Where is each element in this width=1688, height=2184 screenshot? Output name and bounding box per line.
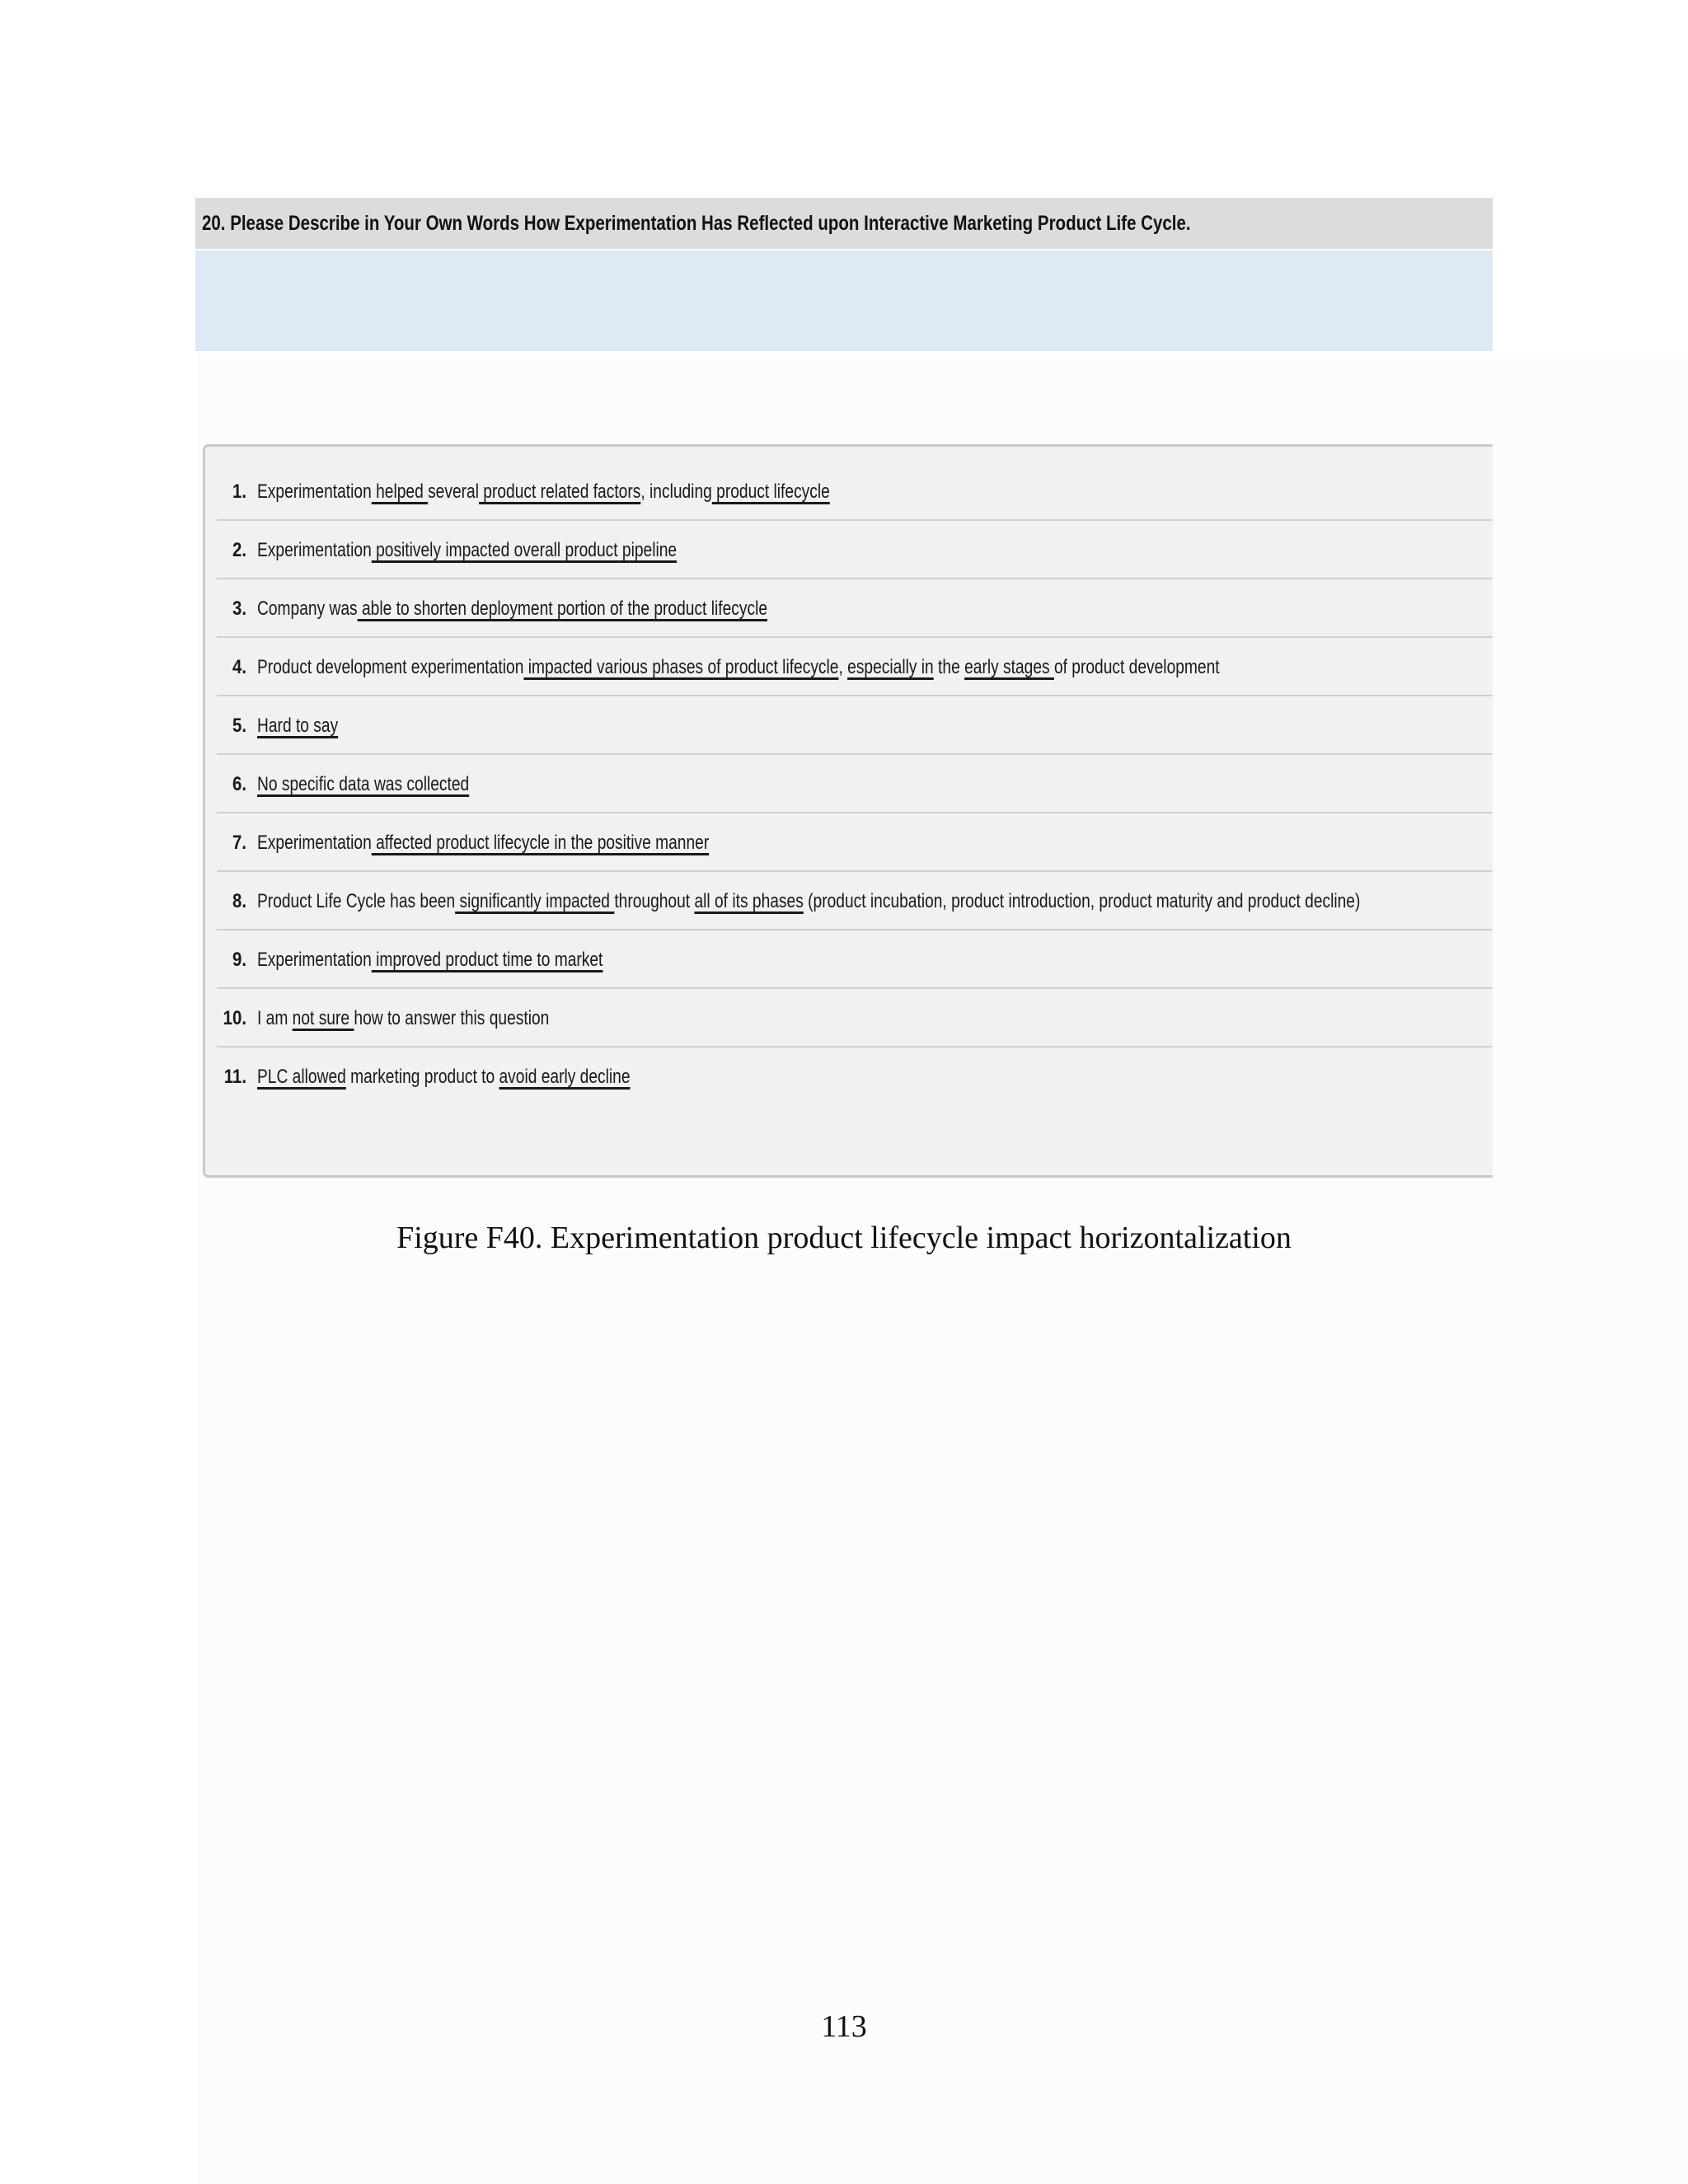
underlined-phrase: affected product lifecycle in the positive manner: [371, 832, 710, 854]
answer-box: [195, 251, 1493, 351]
response-phrase: (product incubation, product introduction, product maturity and product decline): [803, 890, 1361, 912]
underlined-phrase: all of its phases: [694, 890, 804, 912]
response-phrase: Product Life Cycle has been: [257, 890, 456, 912]
response-number: 9.: [232, 949, 246, 971]
response-text: [257, 890, 1360, 913]
response-row: [217, 813, 1493, 872]
underlined-phrase: significantly impacted: [455, 890, 615, 912]
response-phrase: Experimentation: [257, 832, 372, 854]
response-text: [257, 832, 709, 855]
response-text: [257, 715, 338, 738]
response-row: [217, 872, 1493, 930]
response-row: [217, 638, 1493, 696]
underlined-phrase: product lifecycle: [711, 480, 830, 503]
underlined-phrase: helped: [371, 480, 429, 503]
response-phrase: Company was: [257, 598, 358, 620]
response-number: 11.: [223, 1066, 246, 1088]
response-number: 2.: [232, 539, 246, 561]
response-row: [217, 989, 1493, 1047]
underlined-phrase: impacted various phases of product lifecycle: [523, 656, 839, 678]
response-text: [257, 773, 469, 796]
underlined-phrase: Hard to say: [257, 715, 339, 737]
underlined-phrase: not sure: [292, 1007, 354, 1029]
response-phrase: ,: [838, 656, 848, 678]
response-phrase: throughout: [614, 890, 695, 912]
response-row: [217, 696, 1493, 755]
response-phrase: , including: [640, 480, 712, 503]
response-phrase: how to answer this question: [354, 1007, 550, 1029]
question-header: [195, 198, 1493, 249]
response-row: [217, 521, 1493, 579]
response-phrase: Experimentation: [257, 949, 372, 971]
responses-panel: [203, 444, 1493, 1178]
figure-caption: Figure F40. Experimentation product lifecycle impact horizontalization: [396, 1221, 1292, 1255]
response-phrase: the: [933, 656, 965, 678]
response-text: [257, 1066, 631, 1089]
response-phrase: several: [428, 480, 479, 503]
response-phrase: marketing product to: [345, 1066, 499, 1088]
underlined-phrase: improved product time to market: [371, 949, 603, 971]
response-row: [217, 930, 1493, 989]
response-row: [217, 1047, 1493, 1106]
response-phrase: of product development: [1053, 656, 1220, 678]
response-phrase: Product development experimentation: [257, 656, 524, 678]
response-number: 6.: [232, 773, 246, 795]
response-phrase: Experimentation: [257, 480, 372, 503]
underlined-phrase: avoid early decline: [499, 1066, 631, 1088]
response-text: [257, 949, 603, 972]
response-number: 7.: [232, 832, 246, 854]
page-number: 113: [821, 2009, 867, 2044]
response-number: 10.: [223, 1007, 246, 1029]
response-row: [217, 579, 1493, 638]
response-text: [257, 1007, 549, 1030]
underlined-phrase: especially in: [847, 656, 934, 678]
underlined-phrase: PLC allowed: [257, 1066, 346, 1088]
response-number: 5.: [232, 715, 246, 737]
underlined-phrase: early stages: [964, 656, 1054, 678]
response-number: 4.: [232, 656, 246, 678]
response-row: [217, 462, 1493, 521]
response-number: 3.: [232, 598, 246, 620]
response-phrase: I am: [257, 1007, 293, 1029]
underlined-phrase: product related factors: [478, 480, 641, 503]
underlined-phrase: No specific data was collected: [257, 773, 470, 795]
response-text: [257, 598, 767, 621]
response-number: 1.: [232, 480, 246, 503]
underlined-phrase: able to shorten deployment portion of the product lifecycle: [357, 598, 768, 620]
question-title: 20. Please Describe in Your Own Words How Experimentation Has Reflected upon Interactive Marketing Product Life Cycle.: [202, 211, 1191, 235]
underlined-phrase: positively impacted overall product pipeline: [371, 539, 678, 561]
response-text: [257, 539, 677, 562]
response-phrase: Experimentation: [257, 539, 372, 561]
response-number: 8.: [232, 890, 246, 912]
response-text: [257, 480, 830, 504]
response-text: [257, 656, 1220, 679]
response-row: [217, 755, 1493, 813]
